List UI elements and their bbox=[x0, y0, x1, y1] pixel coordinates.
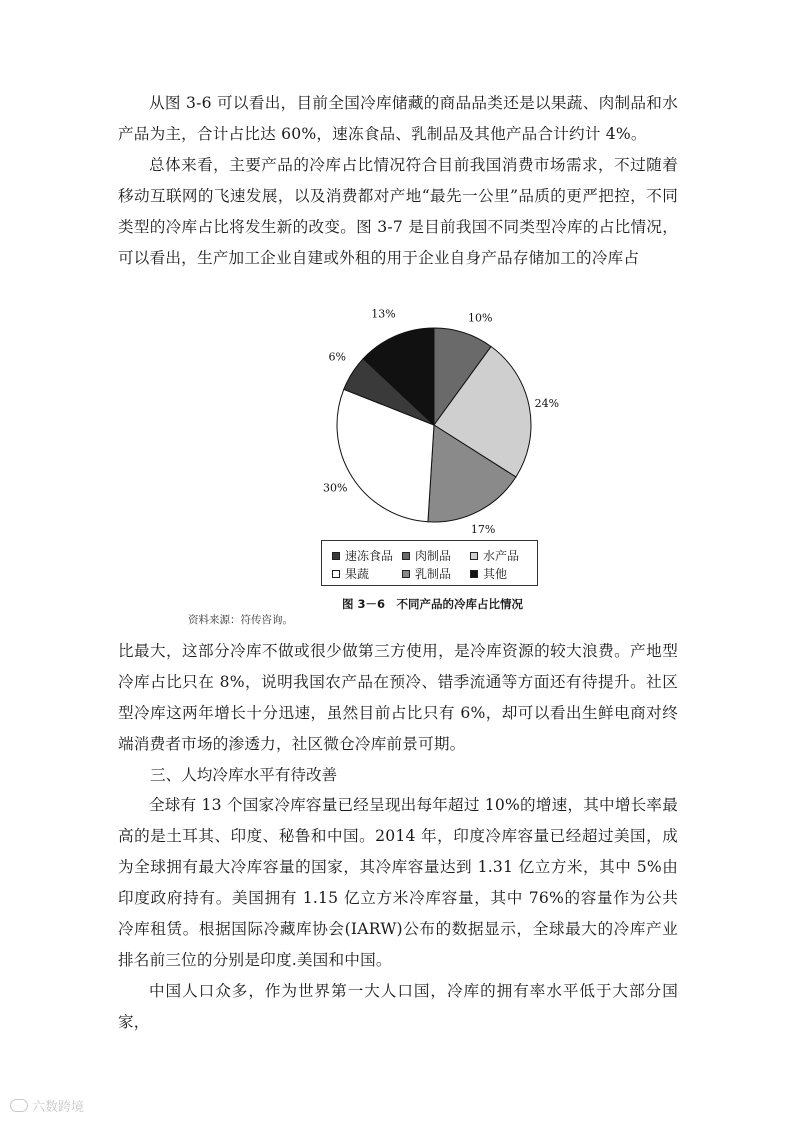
legend-label: 其他 bbox=[483, 567, 508, 581]
legend-label: 肉制品 bbox=[415, 549, 452, 563]
section-heading: 三、人均冷库水平有待改善 bbox=[150, 766, 338, 784]
figure-source: 资料来源：符传咨询。 bbox=[188, 614, 293, 626]
legend-label: 乳制品 bbox=[415, 567, 452, 581]
pie-label-4: 30% bbox=[322, 481, 348, 495]
figure-caption: 图 3－6 不同产品的冷库占比情况 bbox=[342, 597, 524, 611]
pie-label-1: 10% bbox=[467, 311, 493, 325]
legend-item-6 bbox=[470, 565, 507, 582]
paragraph-2: 总体来看，主要产品的冷库占比情况符合目前我国消费市场需求，不过随着移动互联网的飞速发展，以及消费都对产地“最先一公里”品质的更严把控，不同类型的冷库占比将发生新的改变。图 3-7 是目前我国不同类型冷库的占比情况，可以看出，生产加工企业自建或外租的用于企业自身产品存储加工的冷库占 bbox=[118, 156, 678, 267]
legend-swatch bbox=[402, 570, 410, 578]
legend-label: 果蔬 bbox=[345, 567, 370, 581]
legend-item-1 bbox=[332, 547, 393, 564]
paragraph-3: 比最大，这部分冷库不做或很少做第三方使用，是冷库资源的较大浪费。产地型冷库占比只在 8%，说明我国农产品在预冷、错季流通等方面还有待提升。社区型冷库这两年增长十分迅速，虽然目前占比只有 6%，却可以看出生鲜电商对终端消费者市场的渗透力，社区微仓冷库前景可期。 bbox=[118, 642, 678, 753]
legend-swatch bbox=[332, 570, 340, 578]
legend-swatch bbox=[332, 552, 340, 560]
paragraph-1: 从图 3-6 可以看出，目前全国冷库储藏的商品品类还是以果蔬、肉制品和水产品为主，合计占比达 60%，速冻食品、乳制品及其他产品合计约计 4%。 bbox=[118, 94, 678, 143]
legend-item-4 bbox=[332, 565, 369, 582]
watermark bbox=[10, 1096, 84, 1115]
legend-item-3 bbox=[470, 547, 519, 564]
legend-item-5 bbox=[402, 565, 451, 582]
legend-label: 水产品 bbox=[483, 549, 520, 563]
legend-label: 速冻食品 bbox=[345, 549, 394, 563]
pie-label-5: 6% bbox=[328, 350, 346, 364]
legend-swatch bbox=[402, 552, 410, 560]
watermark-logo-icon bbox=[10, 1099, 28, 1112]
pie-label-3: 17% bbox=[470, 523, 496, 535]
pie-chart bbox=[300, 300, 560, 535]
paragraph-4: 全球有 13 个国家冷库容量已经呈现出每年超过 10%的增速，其中增长率最高的是土耳其、印度、秘鲁和中国。2014 年，印度冷库容量已经超过美国，成为全球拥有最大冷库容量的国家，其冷库容量达到 1.31 亿立方米，其中 5%由印度政府持有。美国拥有 1.15 亿立方米冷库容量，其中 76%的容量作为公共冷库租赁。根据国际冷藏库协会(IARW)公布的数据显示，全球最大的冷库产业排名前三位的分别是印度.美国和中国。 bbox=[118, 796, 678, 969]
legend-swatch bbox=[470, 552, 478, 560]
chart-legend bbox=[321, 540, 538, 586]
watermark-text: 六数跨境 bbox=[32, 1100, 85, 1115]
legend-item-2 bbox=[402, 547, 451, 564]
pie-label-6: 13% bbox=[371, 307, 396, 321]
pie-label-2: 24% bbox=[534, 397, 560, 411]
legend-swatch bbox=[470, 570, 478, 578]
paragraph-5: 中国人口众多，作为世界第一大人口国，冷库的拥有率水平低于大部分国家， bbox=[118, 982, 678, 1031]
